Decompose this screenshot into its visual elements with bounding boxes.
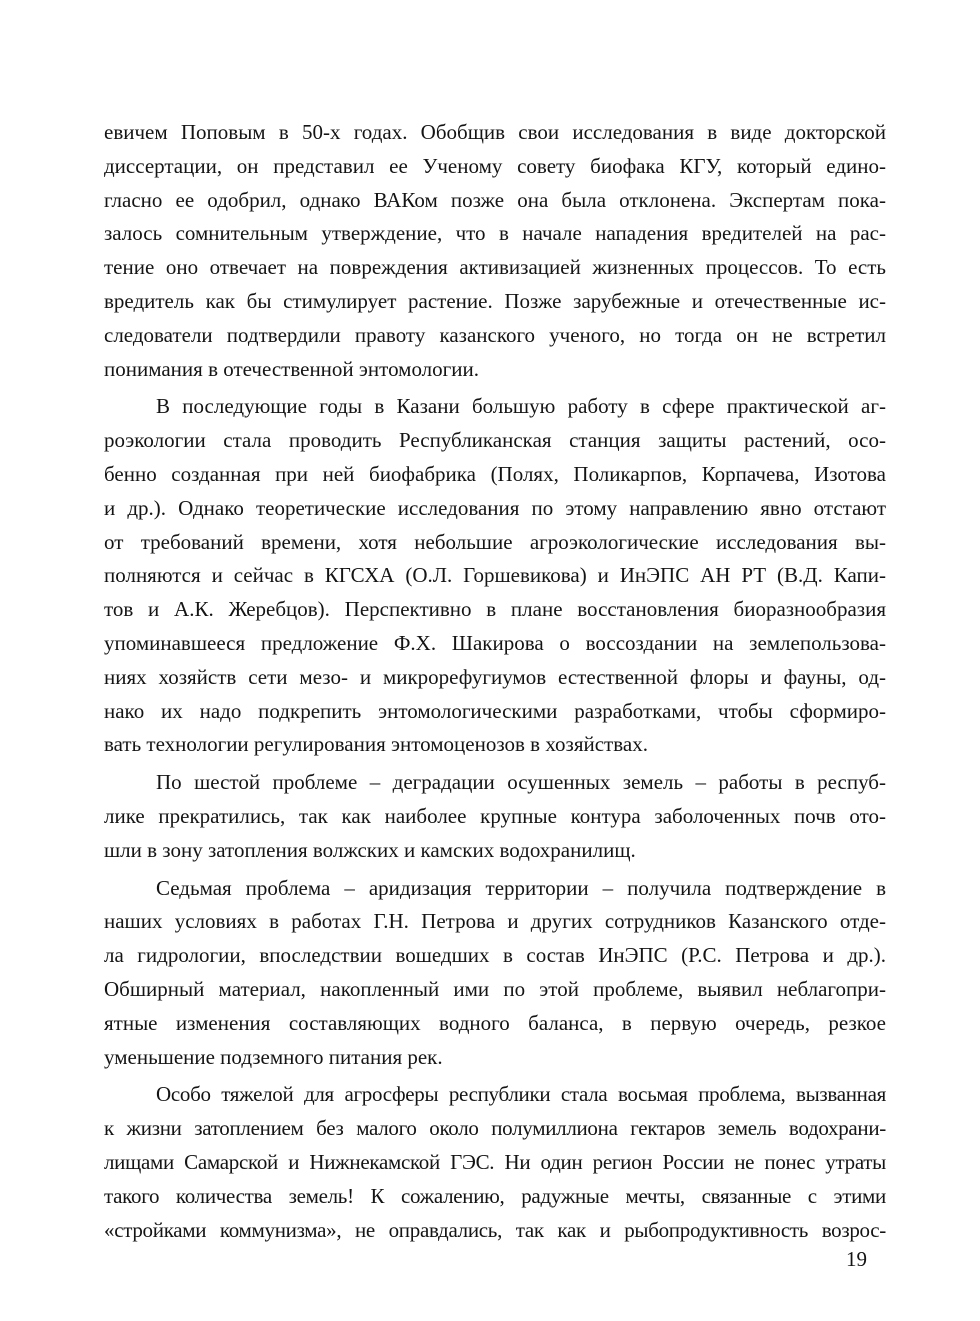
text-line: лике прекратились, так как наиболее крупные контура заболоченных почв ото- bbox=[104, 803, 886, 828]
text-line: и др.). Однако теоретические исследования по этому направлению явно отстают bbox=[104, 495, 886, 520]
text-line: шли в зону затопления волжских и камских водохранилищ. bbox=[104, 837, 636, 862]
text-line: Особо тяжелой для агросферы республики стала восьмая проблема, вызванная bbox=[156, 1082, 886, 1107]
text-line: ятные изменения составляющих водного баланса, в первую очередь, резкое bbox=[104, 1010, 886, 1035]
text-line: вать технологии регулирования энтомоценозов в хозяйствах. bbox=[104, 732, 648, 757]
text-line: тение оно отвечает на повреждения активизацией жизненных процессов. То есть bbox=[104, 255, 886, 280]
text-line: полняются и сейчас в КГСХА (О.Л. Горшевикова) и ИнЭПС АН РТ (В.Д. Капи- bbox=[104, 563, 886, 588]
text-line: диссертации, он представил ее Ученому совету биофака КГУ, который едино- bbox=[104, 153, 886, 178]
text-line: роэкологии стала проводить Республиканская станция защиты растений, осо- bbox=[104, 428, 886, 453]
text-line: залось сомнительным утверждение, что в начале нападения вредителей на рас- bbox=[104, 221, 886, 246]
text-line: ла гидрологии, впоследствии вошедших в состав ИнЭПС (Р.С. Петрова и др.). bbox=[104, 943, 886, 968]
text-line: евичем Поповым в 50-х годах. Обобщив свои исследования в виде докторской bbox=[104, 120, 886, 144]
text-line: такого количества земель! К сожалению, радужные мечты, связанные с этими bbox=[104, 1183, 886, 1208]
body-text bbox=[104, 116, 886, 1251]
text-line: к жизни затоплением без малого около полумиллиона гектаров земель водохрани- bbox=[104, 1116, 886, 1141]
text-line: В последующие годы в Казани большую работу в сфере практической аг- bbox=[156, 394, 886, 419]
text-line: следователи подтвердили правоту казанского ученого, но тогда он не встретил bbox=[104, 322, 886, 347]
paragraph-3 bbox=[104, 766, 886, 867]
text-line: вредитель как бы стимулирует растение. Позже зарубежные и отечественные ис- bbox=[104, 288, 886, 313]
text-line: тов и А.К. Жеребцов). Перспективно в плане восстановления биоразнообразия bbox=[104, 597, 886, 622]
page-number: 19 bbox=[846, 1247, 867, 1271]
text-line: наших условиях в работах Г.Н. Петрова и других сотрудников Казанского отде- bbox=[104, 909, 886, 934]
text-line: ниях хозяйств сети мезо- и микрорефугиумов естественной флоры и фауны, од- bbox=[104, 664, 886, 689]
text-line: бенно созданная при ней биофабрика (Полях, Поликарпов, Корпачева, Изотова bbox=[104, 461, 886, 486]
text-line: гласно ее одобрил, однако ВАКом позже она была отклонена. Экспертам пока- bbox=[104, 187, 886, 212]
paragraph-5 bbox=[104, 1078, 886, 1247]
text-line: «стройками коммунизма», не оправдались, так как и рыбопродуктивность возрос- bbox=[104, 1217, 886, 1242]
paragraph-2 bbox=[104, 390, 886, 762]
text-line: По шестой проблеме – деградации осушенных земель – работы в респуб- bbox=[156, 770, 886, 795]
text-line: упоминавшееся предложение Ф.Х. Шакирова о воссоздании на землепользова- bbox=[104, 630, 886, 655]
text-line: от требований времени, хотя небольшие агроэкологические исследования вы- bbox=[104, 529, 886, 554]
text-line: лищами Самарской и Нижнекамской ГЭС. Ни один регион России не понес утраты bbox=[104, 1149, 886, 1174]
text-line: Седьмая проблема – аридизация территории – получила подтверждение в bbox=[156, 875, 886, 900]
text-line: уменьшение подземного питания рек. bbox=[104, 1044, 443, 1069]
text-line: понимания в отечественной энтомологии. bbox=[104, 356, 479, 381]
paragraph-4 bbox=[104, 872, 886, 1075]
text-line: нако их надо подкрепить энтомологическими разработками, чтобы сформиро- bbox=[104, 698, 886, 723]
text-line: Обширный материал, накопленный ими по этой проблеме, выявил неблагопри- bbox=[104, 976, 886, 1001]
paragraph-1 bbox=[104, 116, 886, 386]
